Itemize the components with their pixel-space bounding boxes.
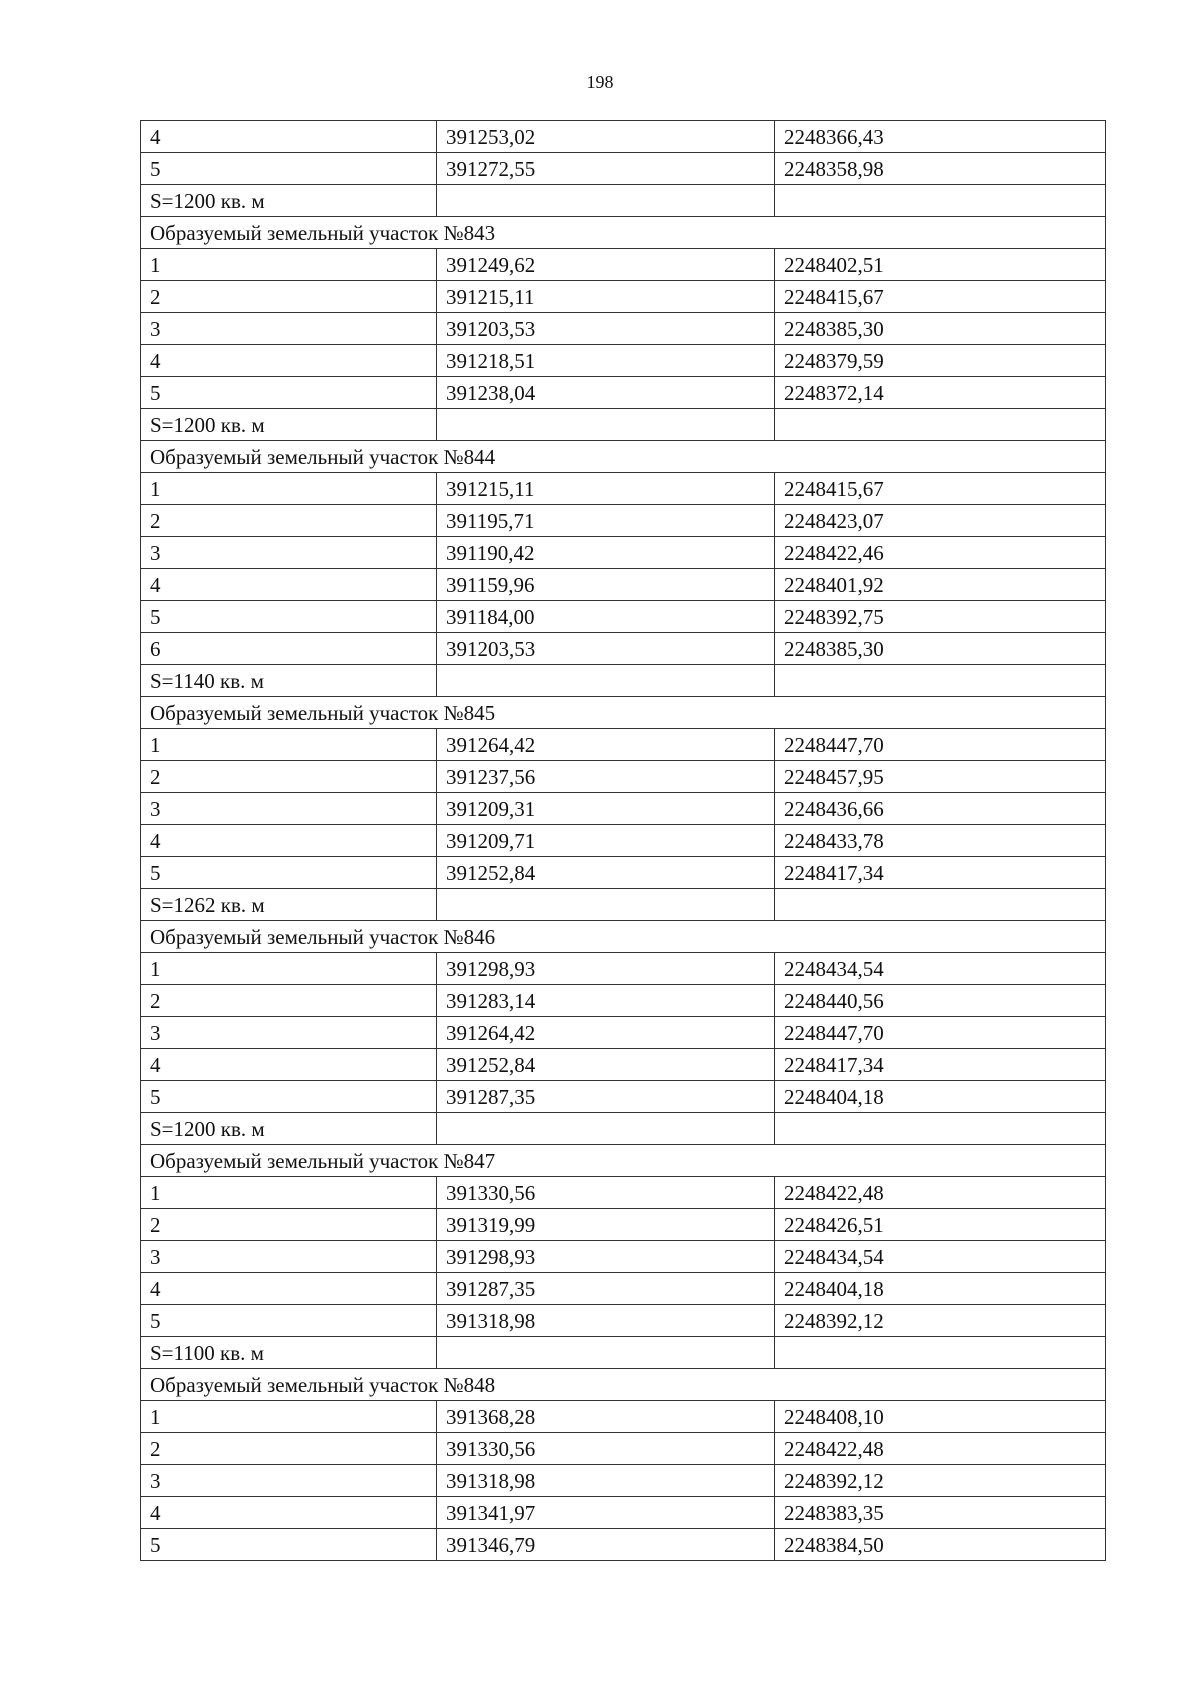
point-number-cell: 1 xyxy=(141,1177,437,1209)
area-row xyxy=(141,1337,1106,1369)
x-coordinate-cell: 391190,42 xyxy=(437,537,775,569)
point-number-cell: 5 xyxy=(141,153,437,185)
x-coordinate-cell: 391272,55 xyxy=(437,153,775,185)
table-row xyxy=(141,729,1106,761)
x-coordinate-cell: 391253,02 xyxy=(437,121,775,153)
point-number-cell: 4 xyxy=(141,1273,437,1305)
x-coordinate-cell: 391341,97 xyxy=(437,1497,775,1529)
x-coordinate-cell: 391298,93 xyxy=(437,953,775,985)
area-value-cell: S=1200 кв. м xyxy=(141,1113,437,1145)
y-coordinate-cell: 2248436,66 xyxy=(775,793,1106,825)
x-coordinate-cell xyxy=(437,889,775,921)
point-number-cell: 2 xyxy=(141,761,437,793)
coordinates-table xyxy=(140,120,1106,1561)
area-value-cell: S=1100 кв. м xyxy=(141,1337,437,1369)
x-coordinate-cell: 391209,31 xyxy=(437,793,775,825)
y-coordinate-cell: 2248417,34 xyxy=(775,1049,1106,1081)
point-number-cell: 3 xyxy=(141,793,437,825)
parcel-title-cell: Образуемый земельный участок №845 xyxy=(141,697,1106,729)
parcel-title-cell: Образуемый земельный участок №843 xyxy=(141,217,1106,249)
y-coordinate-cell: 2248404,18 xyxy=(775,1273,1106,1305)
table-row xyxy=(141,857,1106,889)
y-coordinate-cell: 2248385,30 xyxy=(775,633,1106,665)
point-number-cell: 2 xyxy=(141,1433,437,1465)
point-number-cell: 5 xyxy=(141,857,437,889)
parcel-header-row xyxy=(141,1145,1106,1177)
point-number-cell: 4 xyxy=(141,1497,437,1529)
point-number-cell: 5 xyxy=(141,1081,437,1113)
y-coordinate-cell: 2248422,46 xyxy=(775,537,1106,569)
table-row xyxy=(141,1177,1106,1209)
x-coordinate-cell: 391238,04 xyxy=(437,377,775,409)
table-row xyxy=(141,281,1106,313)
table-row xyxy=(141,761,1106,793)
point-number-cell: 1 xyxy=(141,249,437,281)
x-coordinate-cell xyxy=(437,665,775,697)
y-coordinate-cell: 2248417,34 xyxy=(775,857,1106,889)
x-coordinate-cell: 391159,96 xyxy=(437,569,775,601)
y-coordinate-cell: 2248358,98 xyxy=(775,153,1106,185)
y-coordinate-cell: 2248422,48 xyxy=(775,1433,1106,1465)
point-number-cell: 1 xyxy=(141,729,437,761)
x-coordinate-cell xyxy=(437,1337,775,1369)
area-value-cell: S=1262 кв. м xyxy=(141,889,437,921)
y-coordinate-cell: 2248372,14 xyxy=(775,377,1106,409)
y-coordinate-cell: 2248422,48 xyxy=(775,1177,1106,1209)
parcel-header-row xyxy=(141,217,1106,249)
area-row xyxy=(141,1113,1106,1145)
x-coordinate-cell: 391252,84 xyxy=(437,857,775,889)
y-coordinate-cell: 2248384,50 xyxy=(775,1529,1106,1561)
coordinates-table-body xyxy=(141,121,1106,1561)
table-row xyxy=(141,377,1106,409)
y-coordinate-cell xyxy=(775,889,1106,921)
table-row xyxy=(141,1305,1106,1337)
parcel-header-row xyxy=(141,921,1106,953)
x-coordinate-cell: 391215,11 xyxy=(437,281,775,313)
point-number-cell: 5 xyxy=(141,1529,437,1561)
x-coordinate-cell: 391330,56 xyxy=(437,1433,775,1465)
point-number-cell: 2 xyxy=(141,1209,437,1241)
table-row xyxy=(141,313,1106,345)
table-row xyxy=(141,249,1106,281)
point-number-cell: 4 xyxy=(141,825,437,857)
x-coordinate-cell: 391283,14 xyxy=(437,985,775,1017)
table-row xyxy=(141,1209,1106,1241)
table-row xyxy=(141,505,1106,537)
x-coordinate-cell: 391218,51 xyxy=(437,345,775,377)
table-row xyxy=(141,793,1106,825)
table-row xyxy=(141,1241,1106,1273)
table-row xyxy=(141,1465,1106,1497)
parcel-title-cell: Образуемый земельный участок №847 xyxy=(141,1145,1106,1177)
table-row xyxy=(141,569,1106,601)
point-number-cell: 2 xyxy=(141,505,437,537)
y-coordinate-cell: 2248392,75 xyxy=(775,601,1106,633)
y-coordinate-cell: 2248404,18 xyxy=(775,1081,1106,1113)
x-coordinate-cell: 391203,53 xyxy=(437,313,775,345)
y-coordinate-cell: 2248433,78 xyxy=(775,825,1106,857)
y-coordinate-cell: 2248379,59 xyxy=(775,345,1106,377)
area-value-cell: S=1200 кв. м xyxy=(141,409,437,441)
point-number-cell: 1 xyxy=(141,953,437,985)
x-coordinate-cell: 391264,42 xyxy=(437,729,775,761)
y-coordinate-cell: 2248383,35 xyxy=(775,1497,1106,1529)
table-row xyxy=(141,825,1106,857)
x-coordinate-cell xyxy=(437,1113,775,1145)
point-number-cell: 3 xyxy=(141,1241,437,1273)
area-value-cell: S=1200 кв. м xyxy=(141,185,437,217)
parcel-header-row xyxy=(141,697,1106,729)
x-coordinate-cell: 391368,28 xyxy=(437,1401,775,1433)
point-number-cell: 2 xyxy=(141,281,437,313)
x-coordinate-cell: 391319,99 xyxy=(437,1209,775,1241)
area-row xyxy=(141,409,1106,441)
y-coordinate-cell: 2248447,70 xyxy=(775,729,1106,761)
x-coordinate-cell: 391195,71 xyxy=(437,505,775,537)
table-row xyxy=(141,953,1106,985)
x-coordinate-cell: 391249,62 xyxy=(437,249,775,281)
y-coordinate-cell: 2248426,51 xyxy=(775,1209,1106,1241)
y-coordinate-cell: 2248392,12 xyxy=(775,1305,1106,1337)
table-row xyxy=(141,1081,1106,1113)
point-number-cell: 5 xyxy=(141,601,437,633)
point-number-cell: 3 xyxy=(141,313,437,345)
table-row xyxy=(141,601,1106,633)
x-coordinate-cell: 391287,35 xyxy=(437,1081,775,1113)
table-row xyxy=(141,1433,1106,1465)
y-coordinate-cell xyxy=(775,185,1106,217)
y-coordinate-cell xyxy=(775,409,1106,441)
point-number-cell: 4 xyxy=(141,345,437,377)
area-row xyxy=(141,665,1106,697)
area-row xyxy=(141,889,1106,921)
area-row xyxy=(141,185,1106,217)
point-number-cell: 1 xyxy=(141,1401,437,1433)
table-row xyxy=(141,121,1106,153)
table-row xyxy=(141,633,1106,665)
y-coordinate-cell: 2248423,07 xyxy=(775,505,1106,537)
point-number-cell: 3 xyxy=(141,537,437,569)
x-coordinate-cell: 391184,00 xyxy=(437,601,775,633)
point-number-cell: 3 xyxy=(141,1017,437,1049)
parcel-header-row xyxy=(141,441,1106,473)
x-coordinate-cell: 391264,42 xyxy=(437,1017,775,1049)
table-row xyxy=(141,345,1106,377)
y-coordinate-cell: 2248434,54 xyxy=(775,1241,1106,1273)
parcel-title-cell: Образуемый земельный участок №846 xyxy=(141,921,1106,953)
x-coordinate-cell: 391203,53 xyxy=(437,633,775,665)
y-coordinate-cell: 2248434,54 xyxy=(775,953,1106,985)
table-row xyxy=(141,1017,1106,1049)
point-number-cell: 4 xyxy=(141,1049,437,1081)
point-number-cell: 2 xyxy=(141,985,437,1017)
y-coordinate-cell: 2248402,51 xyxy=(775,249,1106,281)
table-row xyxy=(141,1497,1106,1529)
x-coordinate-cell xyxy=(437,185,775,217)
x-coordinate-cell: 391237,56 xyxy=(437,761,775,793)
point-number-cell: 3 xyxy=(141,1465,437,1497)
y-coordinate-cell xyxy=(775,1113,1106,1145)
point-number-cell: 5 xyxy=(141,1305,437,1337)
x-coordinate-cell: 391318,98 xyxy=(437,1465,775,1497)
y-coordinate-cell: 2248408,10 xyxy=(775,1401,1106,1433)
x-coordinate-cell xyxy=(437,409,775,441)
x-coordinate-cell: 391209,71 xyxy=(437,825,775,857)
y-coordinate-cell: 2248440,56 xyxy=(775,985,1106,1017)
y-coordinate-cell xyxy=(775,665,1106,697)
parcel-title-cell: Образуемый земельный участок №848 xyxy=(141,1369,1106,1401)
point-number-cell: 1 xyxy=(141,473,437,505)
x-coordinate-cell: 391287,35 xyxy=(437,1273,775,1305)
table-row xyxy=(141,537,1106,569)
y-coordinate-cell: 2248392,12 xyxy=(775,1465,1106,1497)
table-row xyxy=(141,153,1106,185)
x-coordinate-cell: 391318,98 xyxy=(437,1305,775,1337)
y-coordinate-cell: 2248415,67 xyxy=(775,281,1106,313)
y-coordinate-cell: 2248401,92 xyxy=(775,569,1106,601)
x-coordinate-cell: 391330,56 xyxy=(437,1177,775,1209)
point-number-cell: 5 xyxy=(141,377,437,409)
point-number-cell: 6 xyxy=(141,633,437,665)
area-value-cell: S=1140 кв. м xyxy=(141,665,437,697)
x-coordinate-cell: 391252,84 xyxy=(437,1049,775,1081)
y-coordinate-cell: 2248415,67 xyxy=(775,473,1106,505)
parcel-title-cell: Образуемый земельный участок №844 xyxy=(141,441,1106,473)
parcel-header-row xyxy=(141,1369,1106,1401)
y-coordinate-cell: 2248366,43 xyxy=(775,121,1106,153)
table-row xyxy=(141,985,1106,1017)
y-coordinate-cell: 2248385,30 xyxy=(775,313,1106,345)
page-number: 198 xyxy=(586,72,614,92)
table-row xyxy=(141,473,1106,505)
x-coordinate-cell: 391298,93 xyxy=(437,1241,775,1273)
table-row xyxy=(141,1049,1106,1081)
y-coordinate-cell xyxy=(775,1337,1106,1369)
point-number-cell: 4 xyxy=(141,121,437,153)
x-coordinate-cell: 391215,11 xyxy=(437,473,775,505)
table-row xyxy=(141,1529,1106,1561)
table-row xyxy=(141,1273,1106,1305)
point-number-cell: 4 xyxy=(141,569,437,601)
y-coordinate-cell: 2248447,70 xyxy=(775,1017,1106,1049)
table-row xyxy=(141,1401,1106,1433)
x-coordinate-cell: 391346,79 xyxy=(437,1529,775,1561)
y-coordinate-cell: 2248457,95 xyxy=(775,761,1106,793)
